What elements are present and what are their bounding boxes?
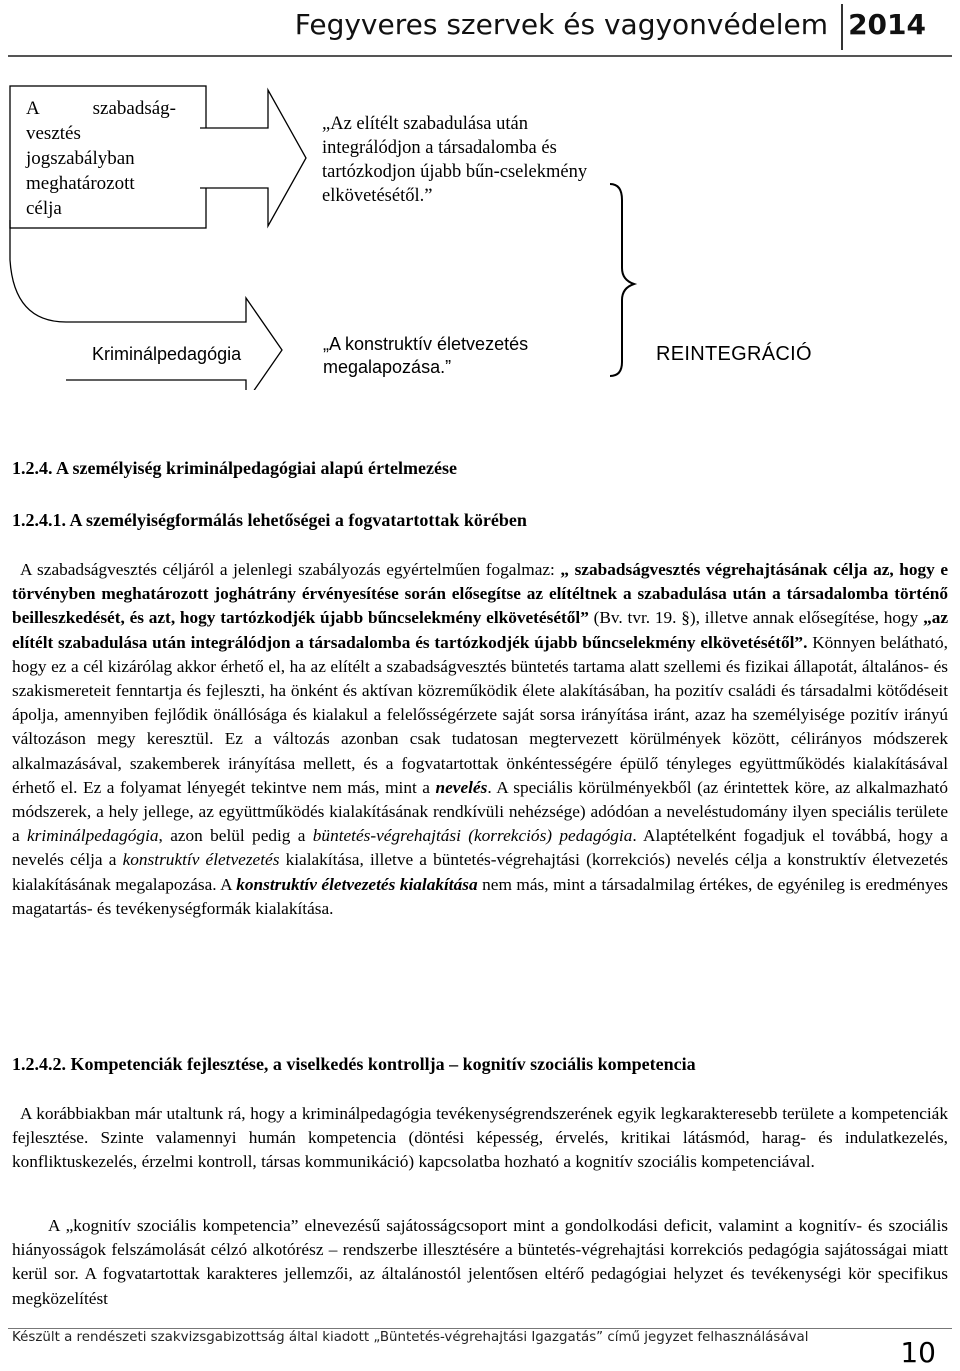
p1-term-krim: kriminálpedagógia [27, 826, 159, 846]
p1-text: . A speciális körülményekből (az érintettek köre, az alkalmazható módszerek, a hely jellege, az együttműködés kialakításának rendkívüli nehézsége) adódóan a neveléstudomány ilyen speciális területe a [12, 777, 948, 846]
p1-text: nem más, mint a társadalmilag értékes, de egyénileg is eredményes magatartás- és tevékenységformák kialakítása. [12, 874, 948, 918]
p1-law-quote: „ szabadságvesztés végrehajtásának célja az, hogy e törvényben meghatározott joghátrány érvényesítése során elősegítse az elítéltnek a szabadulása után a társadalomba történő beilleszkedését, és azt, hogy tartózkodjék újabb bűncselekmény elkövetésétől” [12, 560, 948, 628]
p1-text: A szabadságvesztés céljáról a jelenlegi szabályozás egyértelműen fogalmaz: [20, 560, 561, 579]
p3-text: A „kognitív szociális kompetencia” elnevezésű sajátosságcsoport mint a gondolkodási deficit, valamint a kognitív- és szociális hiányosságok felszámolását célzó alkotórész – rendszerbe illesztésére a büntetés-végrehajtási korrekciós pedagógia sajátosságai miatt kerül sor. A fogvatartottak karakteres jellemzői, az általánostól jelentősen eltérő pedagógiai helyzet és tevékenységi kör specifikus megközelítést [12, 1216, 948, 1308]
p1-text: kialakítása, illetve a büntetés-végrehajtási (korrekciós) nevelés célja a konstruktív életvezetés kialakításának megalapozása. A [12, 850, 948, 894]
header-title: Fegyveres szervek és vagyonvédelem [294, 8, 828, 41]
page-header [0, 0, 960, 58]
header-separator [841, 4, 843, 50]
p1-term-konstruktiv: konstruktív életvezetés [122, 850, 280, 870]
box-line4: meghatározott [26, 173, 135, 194]
footer-rule [8, 1328, 952, 1329]
box-line2: vesztés [26, 123, 81, 144]
header-year: 2014 [848, 8, 926, 41]
paragraph-competence [12, 1102, 948, 1175]
constructive-quote: „A konstruktív életvezetés megalapozása.” [323, 334, 529, 377]
goal-box-text [26, 96, 176, 221]
box-line3: jogszabályban [26, 148, 135, 169]
p1-text: (Bv. tvr. 19. §), illetve annak elősegítése, hogy [588, 608, 924, 628]
box-line5: célja [26, 198, 62, 219]
reintegration-label: REINTEGRÁCIÓ [656, 343, 812, 365]
section-heading-3: 1.2.4.2. Kompetenciák fejlesztése, a viselkedés kontrollja – kognitív szociális kompetencia [12, 1054, 696, 1074]
box-line1-b: szabadság- [92, 98, 176, 119]
p1-goal-quote: „az elítélt szabadulása után integrálódjon a társadalomba és tartózkodjék újabb bűncselekmény elkövetésétől”. [12, 608, 949, 652]
header-rule [8, 55, 952, 57]
paragraph-cognitive [12, 1214, 948, 1311]
p1-term-bv: büntetés-végrehajtási (korrekciós) pedagógia [312, 826, 633, 846]
p2-text: A korábbiakban már utaltunk rá, hogy a kriminálpedagógia tevékenységrendszerének egyik legkarakteresebb területe a kompetenciák fejlesztése. Szinte valamennyi humán kompetencia (döntési képesség, érvelés, kritikai látásmód, harag- és indulatkezelés, konfliktuskezelés, érzelmi kontroll, társas kommunikáció) kapcsolatba hozható a kognitív szociális kompetenciával. [12, 1104, 948, 1172]
right-arrow-shape [200, 90, 306, 226]
goal-quote: „Az elítélt szabadulása után integrálódjon a társadalomba és tartózkodjon újabb bűn-cselekmény elkövetésétől.” [322, 114, 588, 206]
right-brace [610, 184, 634, 376]
p1-text: . Alaptételként fogadjuk el továbbá, hogy a nevelés célja a [12, 826, 948, 870]
paragraph-main [12, 558, 948, 921]
box-line1-a: A [26, 98, 40, 119]
footer-text: Készült a rendészeti szakvizsgabizottság által kiadott „Büntetés-végrehajtási Igazgatás” című jegyzet felhasználásával [12, 1330, 809, 1345]
kriminalpedagogia-label: Kriminálpedagógia [92, 344, 242, 364]
section-heading-2: 1.2.4.1. A személyiségformálás lehetőségei a fogvatartottak körében [12, 510, 527, 530]
p1-term-neveles: nevelés [435, 777, 488, 797]
p1-text: Könnyen belátható, hogy ez a cél kizárólag akkor érhető el, ha az elítélt a szabadságvesztés büntetés tartama alatt szellemi és fizikai állapotát, általános- és szakismereteit fenntartja és fejleszti, ha önként és aktívan közreműködik élete alakításában, ha pozitív családi és társadalmi kötődéseit ápolja, amennyiben fejlődik önállósága és kialakul a felelősségérzete saját sorsa irányítása iránt, azaz ha személyisége pozitív irányú változáson megy keresztül. Ez a változás azonban csak tudatosan megtervezett körülmények között, célirányos módszerek alkalmazásával, szakemberek irányítása mellett, és a fogvatartottak önkéntességére épülő tényleges együttműködés kialakításával érhető el. Ez a folyamat lényegét tekintve nem más, mint a [12, 632, 948, 797]
page-number: 10 [900, 1336, 936, 1369]
section-heading-1: 1.2.4. A személyiség kriminálpedagógiai alapú értelmezése [12, 458, 457, 478]
p1-text: , azon belül pedig a [158, 826, 313, 846]
p1-term-kialakitasa: konstruktív életvezetés kialakítása [236, 874, 478, 894]
